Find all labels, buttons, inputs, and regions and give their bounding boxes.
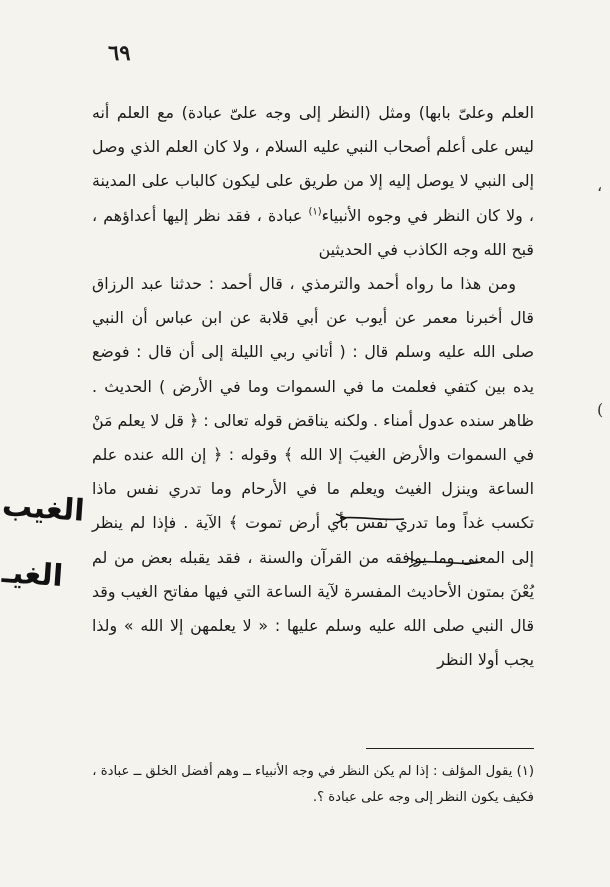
footnote: (١) يقول المؤلف : إذا لم يكن النظر في وجه الأنبياء ــ وهم أفضل الخلق ــ عبادة ، فكيف يكون النظر إلى وجه على عبادة ؟. [92,764,534,805]
paragraph-1-line-4-end: عبادة ، فقد نظر إليها أعداؤهم ، [92,205,309,225]
footnote-marker: (١) [308,206,322,218]
paragraph-1-line-2: أعلم أصحاب النبي عليه السلام ، ولا كان العلم الذي وصل إلى النبي [92,137,535,191]
paragraph-1 [92,96,534,267]
page-number: ٦٩ [108,40,131,65]
edge-mark-2: ( [597,400,604,419]
margin-handwritten-note-1: الغيب [0,488,86,529]
paragraph-1-line-3: لا يوصل إليه إلا من طريق على ليكون كالباب على المدينة ، [92,171,534,225]
paragraph-1-line-4: ولا كان النظر في وجوه الأنبياء [321,205,523,225]
edge-mark-1: ، [597,176,603,195]
paragraph-1-line-5: قبح الله وجه الكاذب في الحديثين [318,239,534,259]
margin-handwritten-note-2: الغيـ [0,554,65,595]
paragraph-1-line-1: العلم وعلىّ بابها) ومثل (النظر إلى وجه علىّ عبادة) مع العلم أنه ليس على [92,103,534,157]
paragraph-2: ومن هذا ما رواه أحمد والترمذي ، قال أحمد : حدثنا عبد الرزاق قال أخبرنا معمر عن أيوب عن أبي قلابة عن ابن عباس أن النبي صلى الله عليه وسلم قال : ( أتاني ربي الليلة إلى أن قال : فوضع يده بين كتفي فعلمت ما في السموات وما في الأرض ) الحديث . ظاهر سنده عدول أمناء . ولكنه يناقض قوله تعالى : ﴿ قل لا يعلم مَنْ في السموات والأرض الغيبَ إلا الله ﴾ وقوله : ﴿ إن الله عنده علم الساعة وينزل الغيث ويعلم ما في الأرحام وما تدري نفس ماذا تكسب غداً وما تدري نفس بأي أرض تموت ﴾ الآية . فإذا لم ينظر إلى المعنى وما يوافقه من القرآن والسنة ، فقد يقبله بعض من لم يُعْنَ بمتون الأحاديث المفسرة لآية الساعة التي فيها مفاتح الغيب وقد قال النبي صلى الله عليه وسلم عليها : « لا يعلمهن إلا الله » ولذا يجب أولا النظر [92,274,534,670]
body-text [92,96,534,677]
footnote-separator [366,748,534,749]
